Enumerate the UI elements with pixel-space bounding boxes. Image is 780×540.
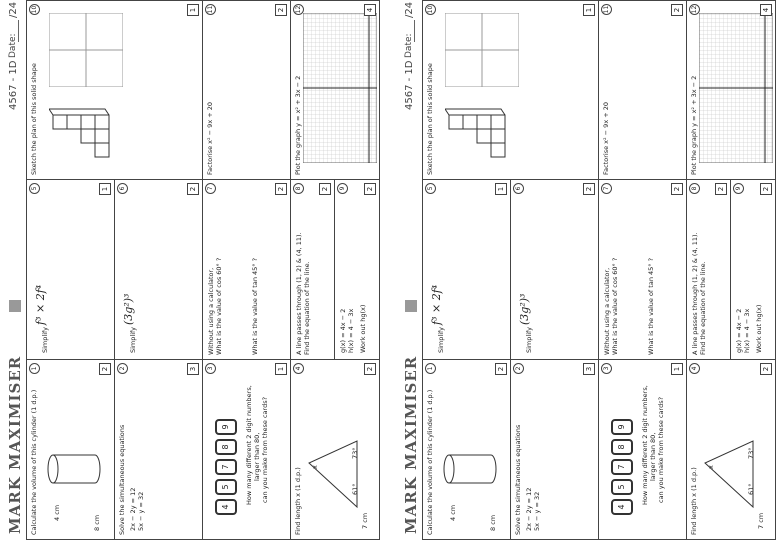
question-9 xyxy=(731,180,775,359)
marks-box: 2 xyxy=(671,183,683,195)
question-number: 8 xyxy=(689,183,700,194)
question-text: Simplify xyxy=(41,326,49,353)
question-number: 10 xyxy=(427,5,434,14)
question-number: 6 xyxy=(117,183,128,194)
question-text-line1: How many different 2 digit numbers, xyxy=(245,385,253,505)
marks-box: 2 xyxy=(99,363,111,375)
question-text: Factorise x² − 9x + 20 xyxy=(602,101,610,175)
question-text-line2: What is the value of cos 60° ? xyxy=(611,257,619,355)
question-2 xyxy=(115,360,203,539)
question-text-line1: Without using a calculator, xyxy=(207,267,215,355)
question-text-line2: Find the equation of the line. xyxy=(699,261,707,355)
marks-box: 2 xyxy=(364,363,376,375)
question-number: 6 xyxy=(513,183,524,194)
logo-icon xyxy=(9,300,21,312)
question-text: Factorise x² − 9x + 20 xyxy=(206,101,214,175)
question-9 xyxy=(335,180,379,359)
question-text-line3: can you make from these cards? xyxy=(261,396,269,503)
column-3 xyxy=(423,1,775,179)
question-number: 2 xyxy=(513,363,524,374)
question-7 xyxy=(203,180,291,359)
number-card: 9 xyxy=(611,419,633,435)
column-1 xyxy=(423,359,775,539)
question-text: Simplify xyxy=(129,326,137,353)
marks-box: 1 xyxy=(583,4,595,16)
question-number: 11 xyxy=(603,5,610,14)
question-grid xyxy=(26,0,380,540)
marks-box: 4 xyxy=(760,4,772,16)
question-2 xyxy=(511,360,599,539)
expression: (3g²)³ xyxy=(122,293,135,325)
number-card: 5 xyxy=(215,479,237,495)
date-label: Date: xyxy=(404,33,414,58)
question-text-line2: larger than 80, xyxy=(649,432,657,481)
angle-label: 73° xyxy=(747,447,755,459)
radius-label: 4 cm xyxy=(53,504,61,521)
number-card: 4 xyxy=(611,499,633,515)
side-label: 7 cm xyxy=(361,512,369,529)
question-1 xyxy=(423,360,511,539)
marks-box: 3 xyxy=(187,363,199,375)
graph-grid xyxy=(303,13,377,163)
sheet-code: 4567 - 1D xyxy=(8,60,19,110)
question-number: 1 xyxy=(425,363,436,374)
question-11 xyxy=(203,1,291,179)
equation-1: 2x − 2y = 12 xyxy=(525,487,533,531)
marks-box: 2 xyxy=(671,4,683,16)
question-text-line2: Find the equation of the line. xyxy=(303,261,311,355)
question-number: 10 xyxy=(31,5,38,14)
brand-title: MARK MAXIMISER xyxy=(6,355,24,534)
worksheet-right xyxy=(400,0,776,540)
cylinder-figure xyxy=(441,439,501,499)
function-g: g(x) = 4x − 2 xyxy=(339,308,347,353)
question-number: 7 xyxy=(205,183,216,194)
marks-box: 1 xyxy=(275,363,287,375)
question-number: 9 xyxy=(337,183,348,194)
question-text-line2: What is the value of cos 60° ? xyxy=(215,257,223,355)
question-text-line1: Without using a calculator, xyxy=(603,267,611,355)
column-1 xyxy=(27,359,379,539)
marks-box: 2 xyxy=(583,183,595,195)
question-5 xyxy=(423,180,511,359)
question-1 xyxy=(27,360,115,539)
angle-label: 73° xyxy=(351,447,359,459)
equation-2: 5x − y = 32 xyxy=(137,491,145,531)
question-8 xyxy=(291,180,335,359)
worksheet-left xyxy=(4,0,380,540)
radius-label: 4 cm xyxy=(449,504,457,521)
height-label: 8 cm xyxy=(93,514,101,531)
question-text: Find length x (1 d.p.) xyxy=(294,467,302,535)
date-line xyxy=(414,20,415,42)
question-text-line3: What is the value of tan 45° ? xyxy=(647,257,655,355)
question-text: Simplify xyxy=(525,326,533,353)
solid-shape-figure xyxy=(445,99,525,169)
header xyxy=(400,0,422,540)
function-h: h(x) = 4 − 3x xyxy=(347,308,355,353)
height-label: 8 cm xyxy=(489,514,497,531)
number-card: 7 xyxy=(215,459,237,475)
question-11 xyxy=(599,1,687,179)
question-10 xyxy=(423,1,599,179)
question-12 xyxy=(291,1,379,179)
question-number: 12 xyxy=(295,5,302,14)
question-grid xyxy=(422,0,776,540)
marks-box: 3 xyxy=(583,363,595,375)
question-text: Solve the simultaneous equations xyxy=(118,424,126,535)
expression: f³ × 2f⁴ xyxy=(430,284,443,325)
question-4 xyxy=(687,360,775,539)
question-6 xyxy=(115,180,203,359)
question-number: 5 xyxy=(29,183,40,194)
question-4 xyxy=(291,360,379,539)
marks-box: 1 xyxy=(671,363,683,375)
marks-box: 2 xyxy=(364,183,376,195)
question-number: 11 xyxy=(207,5,214,14)
marks-box: 1 xyxy=(99,183,111,195)
question-number: 3 xyxy=(601,363,612,374)
question-text: Simplify xyxy=(437,326,445,353)
question-3 xyxy=(203,360,291,539)
question-7 xyxy=(599,180,687,359)
logo-icon xyxy=(405,300,417,312)
marks-box: 1 xyxy=(187,4,199,16)
column-3 xyxy=(27,1,379,179)
function-g: g(x) = 4x − 2 xyxy=(735,308,743,353)
side-label: 7 cm xyxy=(757,512,765,529)
question-text: Sketch the plan of this solid shape xyxy=(30,63,38,175)
angle-label: 61° xyxy=(351,483,359,495)
question-text-line2: larger than 80, xyxy=(253,432,261,481)
question-number: 4 xyxy=(689,363,700,374)
sheet-code: 4567 - 1D xyxy=(404,60,415,110)
number-card: 4 xyxy=(215,499,237,515)
unknown-label: x xyxy=(311,465,319,469)
question-number: 7 xyxy=(601,183,612,194)
column-2 xyxy=(423,179,775,359)
question-number: 1 xyxy=(29,363,40,374)
number-card: 5 xyxy=(611,479,633,495)
question-text-line1: A line passes through (1, 2) & (4, 11). xyxy=(691,232,699,355)
header xyxy=(4,0,26,540)
question-number: 9 xyxy=(733,183,744,194)
question-number: 2 xyxy=(117,363,128,374)
number-card: 9 xyxy=(215,419,237,435)
question-text: Plot the graph y = x² + 3x − 2 xyxy=(294,75,302,175)
question-6 xyxy=(511,180,599,359)
question-text-line1: How many different 2 digit numbers, xyxy=(641,385,649,505)
marks-box: 2 xyxy=(760,363,772,375)
marks-box: 2 xyxy=(275,183,287,195)
question-8 xyxy=(687,180,731,359)
worksheet-rotated-left xyxy=(4,0,380,540)
date-label: Date: xyxy=(8,33,18,58)
score-total: /24 xyxy=(404,1,415,18)
question-number: 8 xyxy=(293,183,304,194)
column-2 xyxy=(27,179,379,359)
question-12 xyxy=(687,1,775,179)
question-text: Work out hg(x) xyxy=(755,304,763,353)
question-text: Sketch the plan of this solid shape xyxy=(426,63,434,175)
expression: (3g²)³ xyxy=(518,293,531,325)
question-text: Solve the simultaneous equations xyxy=(514,424,522,535)
question-3 xyxy=(599,360,687,539)
plan-grid xyxy=(49,13,123,87)
marks-box: 2 xyxy=(715,183,727,195)
graph-grid xyxy=(699,13,773,163)
marks-box: 2 xyxy=(495,363,507,375)
question-number: 5 xyxy=(425,183,436,194)
question-text-line3: can you make from these cards? xyxy=(657,396,665,503)
marks-box: 2 xyxy=(319,183,331,195)
marks-box: 4 xyxy=(364,4,376,16)
question-text-line3: What is the value of tan 45° ? xyxy=(251,257,259,355)
plan-grid xyxy=(445,13,519,87)
question-text: Calculate the volume of this cylinder (1 d.p.) xyxy=(426,389,434,535)
number-card: 7 xyxy=(611,459,633,475)
date-line xyxy=(18,20,19,42)
question-text: Plot the graph y = x² + 3x − 2 xyxy=(690,75,698,175)
question-text: Find length x (1 d.p.) xyxy=(690,467,698,535)
question-number: 3 xyxy=(205,363,216,374)
question-text: Work out hg(x) xyxy=(359,304,367,353)
question-text-line1: A line passes through (1, 2) & (4, 11). xyxy=(295,232,303,355)
marks-box: 2 xyxy=(275,4,287,16)
brand-title: MARK MAXIMISER xyxy=(402,355,420,534)
function-h: h(x) = 4 − 3x xyxy=(743,308,751,353)
question-number: 4 xyxy=(293,363,304,374)
unknown-label: x xyxy=(707,465,715,469)
equation-1: 2x − 2y = 12 xyxy=(129,487,137,531)
marks-box: 2 xyxy=(187,183,199,195)
expression: f³ × 2f⁴ xyxy=(34,284,47,325)
marks-box: 2 xyxy=(760,183,772,195)
question-number: 12 xyxy=(691,5,698,14)
equation-2: 5x − y = 32 xyxy=(533,491,541,531)
question-10 xyxy=(27,1,203,179)
marks-box: 1 xyxy=(495,183,507,195)
number-card: 8 xyxy=(215,439,237,455)
question-text: Calculate the volume of this cylinder (1 d.p.) xyxy=(30,389,38,535)
question-5 xyxy=(27,180,115,359)
score-total: /24 xyxy=(8,1,19,18)
number-card: 8 xyxy=(611,439,633,455)
angle-label: 61° xyxy=(747,483,755,495)
solid-shape-figure xyxy=(49,99,129,169)
cylinder-figure xyxy=(45,439,105,499)
worksheet-rotated-right xyxy=(400,0,776,540)
